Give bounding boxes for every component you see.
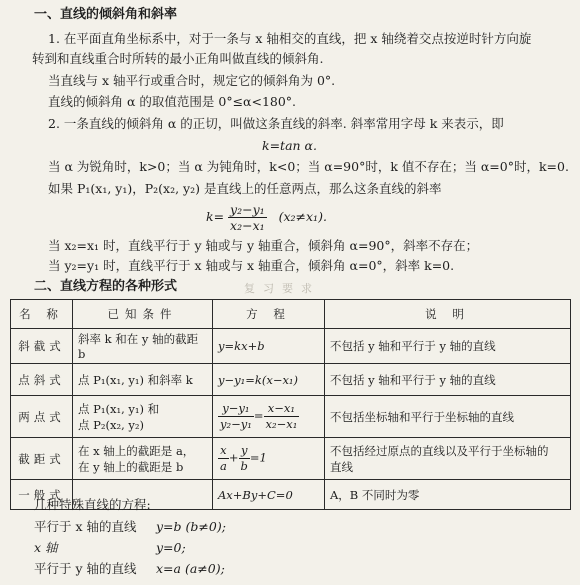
section1-heading: 一、直线的倾斜角和斜率 xyxy=(34,7,178,22)
equation-tail: =1 xyxy=(249,450,267,465)
table-row xyxy=(11,438,571,480)
row-equation: Ax+By+C=0 xyxy=(213,480,325,510)
row-equation: y=kx+b xyxy=(213,329,325,364)
k-definition: k=tan α. xyxy=(262,138,317,153)
row-equation xyxy=(213,438,325,480)
slope-denominator: x₂−x₁ xyxy=(230,218,265,233)
fraction-numerator: y−y₁ xyxy=(218,401,254,417)
header-note: 说 明 xyxy=(325,300,571,329)
x-equal-case: 当 x₂=x₁ 时，直线平行于 y 轴或与 y 轴重合，倾斜角 α=90°，斜率不存在； xyxy=(48,238,479,253)
row-note: 不包括 y 轴和平行于 y 轴的直线 xyxy=(325,329,571,364)
slope-condition: (x₂≠x₁). xyxy=(278,209,327,224)
fraction-denominator: y₂−y₁ xyxy=(220,417,252,431)
row-condition xyxy=(73,396,213,438)
parallel-note: 当直线与 x 轴平行或重合时，规定它的倾斜角为 0°. xyxy=(48,73,336,88)
fraction-denominator: b xyxy=(240,459,248,473)
row-condition-line: 点 P₁(x₁, y₁) 和 xyxy=(78,401,160,416)
slope-fraction xyxy=(228,202,267,233)
row-condition-line: 点 P₂(x₂, y₂) xyxy=(78,417,144,432)
header-condition: 已知条件 xyxy=(73,300,213,329)
special-item-equation: y=b (b≠0); xyxy=(156,519,226,534)
row-name: 截距式 xyxy=(11,438,73,480)
range-note: 直线的倾斜角 α 的取值范围是 0°≤α<180°. xyxy=(48,94,297,109)
fraction-denominator: a xyxy=(220,459,227,473)
row-equation xyxy=(213,396,325,438)
fraction-numerator: y xyxy=(239,443,250,459)
header-equation: 方 程 xyxy=(213,300,325,329)
special-item-equation: x=a (a≠0); xyxy=(156,561,225,576)
row-condition: 斜率 k 和在 y 轴的截距 b xyxy=(73,329,213,364)
equation-fraction-left xyxy=(218,401,254,432)
show-through-watermark: 复习要求 xyxy=(244,282,320,295)
y-equal-case: 当 y₂=y₁ 时，直线平行于 x 轴或与 x 轴重合，倾斜角 α=0°，斜率 k=0. xyxy=(48,258,455,273)
row-note: 不包括 y 轴和平行于 y 轴的直线 xyxy=(325,364,571,396)
row-note-line: 不包括经过原点的直线以及平行于坐标轴的 xyxy=(330,443,549,458)
equation-operator: = xyxy=(253,408,264,423)
row-note xyxy=(325,438,571,480)
slope-formula xyxy=(206,200,327,234)
para2: 2. 一条直线的倾斜角 α 的正切，叫做这条直线的斜率. 斜率常用字母 k 来表示，即 xyxy=(48,116,504,131)
row-name: 一般式 xyxy=(11,480,73,510)
equation-fraction-right xyxy=(264,401,300,432)
row-condition-line: 在 x 轴上的截距是 a， xyxy=(78,443,195,458)
row-condition: 点 P₁(x₁, y₁) 和斜率 k xyxy=(73,364,213,396)
special-lines-title: 几种特殊直线的方程: xyxy=(34,497,151,512)
table-row xyxy=(11,329,571,364)
two-points-sentence: 如果 P₁(x₁, y₁)，P₂(x₂, y₂) 是直线上的任意两点，那么这条直线的斜率 xyxy=(48,181,442,196)
special-item-equation: y=0; xyxy=(156,540,186,555)
section2-heading: 二、直线方程的各种形式 xyxy=(34,279,178,294)
row-note-line: 直线 xyxy=(330,459,353,474)
row-name: 点斜式 xyxy=(11,364,73,396)
table-header-row xyxy=(11,300,571,329)
header-name: 名 称 xyxy=(11,300,73,329)
table-row xyxy=(11,396,571,438)
special-item-label: 平行于 y 轴的直线 xyxy=(34,561,137,576)
row-note: 不包括坐标轴和平行于坐标轴的直线 xyxy=(325,396,571,438)
special-item-label: x 轴 xyxy=(34,540,58,555)
equation-fraction-right xyxy=(239,443,250,474)
row-name: 两点式 xyxy=(11,396,73,438)
special-item-label: 平行于 x 轴的直线 xyxy=(34,519,137,534)
row-condition-line: 在 y 轴上的截距是 b xyxy=(78,459,184,474)
row-note: A，B 不同时为零 xyxy=(325,480,571,510)
row-equation: y−y₁=k(x−x₁) xyxy=(213,364,325,396)
slope-formula-lhs: k= xyxy=(206,209,225,224)
row-name: 斜截式 xyxy=(11,329,73,364)
row-condition xyxy=(73,438,213,480)
para1-line2: 转到和直线重合时所转的最小正角叫做直线的倾斜角. xyxy=(32,51,324,66)
fraction-denominator: x₂−x₁ xyxy=(265,417,298,431)
fraction-numerator: x xyxy=(218,443,229,459)
line-equation-table xyxy=(10,299,571,510)
slope-numerator: y₂−y₁ xyxy=(230,202,265,217)
table-row xyxy=(11,364,571,396)
equation-operator: + xyxy=(228,450,239,465)
para1-line1: 1. 在平面直角坐标系中，对于一条与 x 轴相交的直线，把 x 轴绕着交点按逆时针方向旋 xyxy=(48,31,532,46)
equation-fraction-left xyxy=(218,443,229,474)
fraction-numerator: x−x₁ xyxy=(264,401,300,417)
slope-cases: 当 α 为锐角时，k>0；当 α 为钝角时，k<0；当 α=90°时，k 值不存在；当 α=0°时，k=0. xyxy=(48,159,569,174)
